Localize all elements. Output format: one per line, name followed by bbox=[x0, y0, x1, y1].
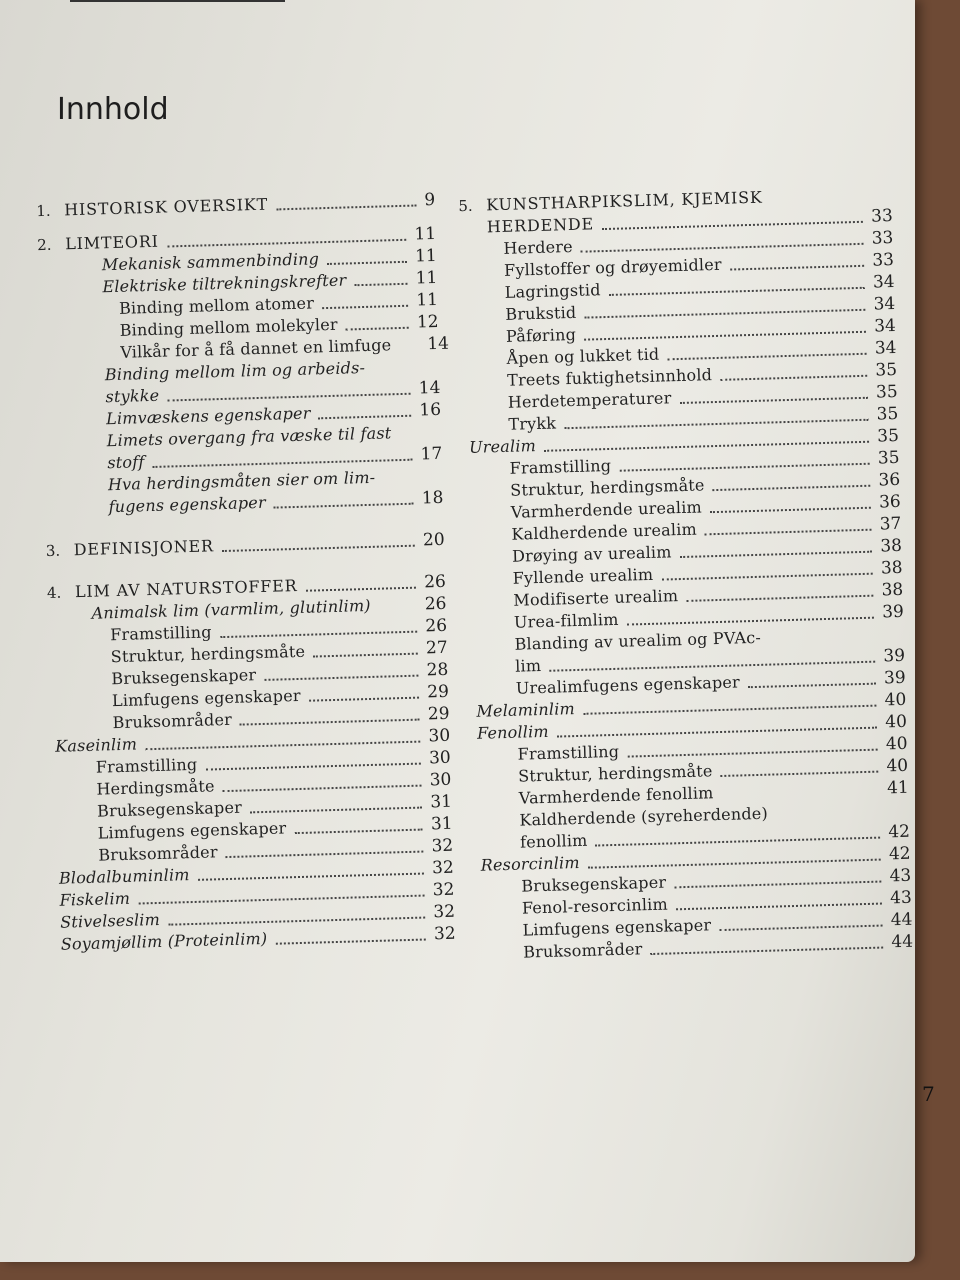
dot-leader bbox=[769, 640, 896, 644]
toc-entry-title: stoff bbox=[107, 452, 145, 473]
toc-page-number: 37 bbox=[879, 513, 902, 535]
toc-page-number: 27 bbox=[425, 637, 448, 659]
toc-entry-title: Limfugens egenskaper bbox=[111, 685, 301, 711]
header-rule bbox=[70, 0, 285, 2]
toc-entry-title: Framstilling bbox=[95, 754, 198, 777]
toc-entry-title: LIMTEORI bbox=[64, 231, 160, 254]
toc-page-number: 31 bbox=[430, 813, 453, 835]
toc-page-number: 34 bbox=[873, 315, 897, 337]
dot-leader bbox=[309, 697, 420, 702]
toc-page-number: 39 bbox=[883, 645, 906, 667]
dot-leader bbox=[226, 851, 424, 859]
toc-page-number: 38 bbox=[881, 579, 904, 601]
toc-entry-title: stykke bbox=[105, 385, 160, 407]
toc-entry-title: Limfugens egenskaper bbox=[97, 818, 287, 843]
toc-entry-title: Herdingsmåte bbox=[96, 776, 215, 799]
toc-entry-title: Kaseinlim bbox=[54, 734, 138, 756]
dot-leader bbox=[327, 261, 407, 265]
toc-page-number: 38 bbox=[880, 535, 903, 557]
dot-leader bbox=[220, 631, 418, 639]
dot-leader bbox=[686, 595, 873, 602]
toc-page-number: 28 bbox=[426, 659, 449, 681]
toc-page-number: 9 bbox=[424, 189, 436, 211]
toc-page-number: 32 bbox=[433, 901, 456, 923]
toc-page-number: 40 bbox=[885, 733, 908, 755]
chapter-number: 5. bbox=[458, 196, 473, 216]
toc-entry-title: Blodalbuminlim bbox=[58, 865, 190, 888]
toc-page-number: 42 bbox=[888, 843, 911, 865]
dot-leader bbox=[667, 353, 867, 361]
toc-page-number: 33 bbox=[870, 205, 894, 227]
toc-page-number: 26 bbox=[425, 615, 448, 637]
toc-page-number: 35 bbox=[876, 403, 899, 425]
toc-entry-title: Varmherdende fenollim bbox=[518, 783, 714, 808]
dot-leader bbox=[240, 719, 420, 726]
toc-entry-title: Binding mellom lim og arbeids- bbox=[104, 357, 366, 385]
toc-page-number: 30 bbox=[429, 769, 452, 791]
toc-page-number: 16 bbox=[419, 399, 442, 421]
toc-page-number: 38 bbox=[880, 557, 903, 579]
toc-left-column bbox=[36, 189, 456, 956]
toc-page-number: 40 bbox=[884, 711, 908, 733]
dot-leader bbox=[776, 816, 901, 820]
toc-entry-title: fenollim bbox=[519, 830, 588, 852]
toc-page-number: 39 bbox=[883, 667, 906, 689]
dot-leader bbox=[319, 415, 412, 420]
toc-entry-title: Bruksområder bbox=[112, 709, 233, 733]
toc-entry-title: Trykk bbox=[508, 413, 557, 434]
page-number: 7 bbox=[922, 1082, 935, 1106]
toc-entry-title: Resorcinlim bbox=[480, 852, 580, 875]
toc-page-number: 31 bbox=[430, 791, 453, 813]
toc-entry-title: Bruksegenskaper bbox=[521, 872, 667, 896]
dot-leader bbox=[346, 327, 409, 331]
toc-page-number: 34 bbox=[873, 293, 896, 315]
toc-entry-title: Drøying av urealim bbox=[511, 542, 672, 566]
dot-leader bbox=[748, 683, 876, 689]
toc-entry-title: Hva herdingsmåten sier om lim- bbox=[107, 467, 376, 495]
dot-leader bbox=[710, 507, 871, 514]
toc-entry-title: Binding mellom atomer bbox=[118, 293, 315, 318]
toc-entry-title: Animalsk lim (varmlim, glutinlim) bbox=[91, 595, 371, 623]
toc-page-number: 39 bbox=[881, 601, 905, 623]
dot-leader bbox=[722, 795, 880, 799]
toc-entry-title: Fyllstoffer og drøyemidler bbox=[503, 254, 722, 280]
toc-entry-title: Limvæskens egenskaper bbox=[105, 403, 311, 429]
chapter-number: 4. bbox=[46, 583, 62, 602]
toc-entry-title: Urea-filmlim bbox=[513, 609, 619, 632]
toc-entry-title: Urealimfugens egenskaper bbox=[515, 672, 741, 698]
toc-page-number: 32 bbox=[431, 835, 454, 857]
toc-entry-title: Struktur, herdingsmåte bbox=[517, 761, 713, 786]
dot-leader bbox=[680, 397, 869, 404]
toc-entry-title: Limets overgang fra væske til fast bbox=[106, 423, 392, 451]
toc-page-number: 14 bbox=[418, 377, 441, 399]
toc-entry-title: HERDENDE bbox=[486, 214, 595, 237]
toc-page-number: 36 bbox=[878, 469, 901, 491]
toc-entry-title: Fenol-resorcinlim bbox=[521, 894, 669, 918]
toc-page-number: 26 bbox=[423, 571, 447, 593]
toc-entry-title: Framstilling bbox=[517, 741, 620, 764]
toc-entry-title: Bruksegenskaper bbox=[111, 665, 257, 689]
toc-page-number: 32 bbox=[433, 923, 456, 945]
toc-entry-title: Vilkår for å få dannet en limfuge bbox=[120, 335, 392, 362]
toc-page-number: 12 bbox=[416, 311, 439, 333]
toc-page-number: 17 bbox=[420, 443, 443, 465]
toc-page-number: 36 bbox=[878, 491, 902, 513]
toc-entry-title: Binding mellom molekyler bbox=[119, 314, 338, 340]
toc-page-number: 35 bbox=[877, 447, 900, 469]
toc-entry-title: Blanding av urealim og PVAc- bbox=[514, 627, 762, 654]
toc-entry-title: Kaldherdende (syreherdende) bbox=[519, 803, 769, 830]
dot-leader bbox=[399, 350, 419, 351]
toc-entry-title: Varmherdende urealim bbox=[510, 497, 703, 522]
toc-entry-title: Elektriske tiltrekningskrefter bbox=[102, 270, 347, 297]
dot-leader bbox=[720, 375, 867, 381]
toc-entry-title: Treets fuktighetsinnhold bbox=[506, 365, 713, 390]
toc-page-number: 29 bbox=[427, 703, 450, 725]
dot-leader bbox=[379, 611, 417, 612]
toc-entry-title: fugens egenskaper bbox=[108, 492, 267, 517]
toc-page-number: 32 bbox=[431, 857, 455, 879]
toc-page-number: 18 bbox=[421, 487, 444, 509]
toc-right-column bbox=[458, 183, 914, 965]
toc-page-number: 34 bbox=[872, 271, 895, 293]
dot-leader bbox=[354, 283, 407, 286]
toc-entry-title: Bruksområder bbox=[522, 939, 643, 962]
toc-entry-title: Stivelseslim bbox=[59, 909, 161, 932]
toc-entry-title: Framstilling bbox=[509, 455, 612, 478]
dot-leader bbox=[373, 372, 432, 374]
toc-page-number: 43 bbox=[889, 887, 913, 909]
toc-page-number: 35 bbox=[876, 425, 900, 447]
toc-page-number: 34 bbox=[874, 337, 897, 359]
toc-entry-title: Soyamjøllim (Proteinlim) bbox=[60, 928, 268, 954]
toc-page-number: 20 bbox=[422, 529, 445, 551]
toc-page-number: 11 bbox=[416, 289, 439, 311]
toc-entry-title: Urealim bbox=[468, 436, 537, 457]
dot-leader bbox=[771, 200, 885, 203]
toc-page-number: 33 bbox=[871, 227, 894, 249]
dot-leader bbox=[322, 305, 408, 309]
dot-leader bbox=[274, 503, 414, 509]
dot-leader bbox=[680, 551, 873, 558]
toc-entry-title: Struktur, herdingsmåte bbox=[110, 641, 306, 667]
dot-leader bbox=[400, 438, 434, 439]
toc-entry-title: Fiskelim bbox=[59, 888, 131, 910]
dot-leader bbox=[250, 807, 422, 814]
toc-entry-title: lim bbox=[514, 655, 542, 676]
toc-page-number: 42 bbox=[888, 821, 911, 843]
toc-entry-title: Herdetemperaturer bbox=[507, 388, 672, 412]
toc-page-number: 44 bbox=[890, 909, 913, 931]
dot-leader bbox=[383, 482, 435, 483]
toc-entry-title: Mekanisk sammenbinding bbox=[101, 249, 320, 275]
toc-entry-title: Struktur, herdingsmåte bbox=[509, 475, 705, 500]
dot-leader bbox=[730, 265, 865, 271]
dot-leader bbox=[223, 785, 422, 793]
toc-page-number: 33 bbox=[872, 249, 895, 271]
toc-page-number: 11 bbox=[414, 223, 437, 245]
dot-leader bbox=[721, 771, 879, 777]
dot-leader bbox=[661, 573, 873, 581]
toc-page-number: 11 bbox=[414, 245, 437, 267]
toc-page-number: 40 bbox=[884, 689, 907, 711]
dot-leader bbox=[713, 485, 871, 491]
toc-entry-title: LIM AV NATURSTOFFER bbox=[74, 575, 298, 602]
toc-page-number: 32 bbox=[432, 879, 455, 901]
dot-leader bbox=[276, 204, 416, 210]
toc-entry-title: Framstilling bbox=[109, 622, 212, 645]
toc-entry-title: DEFINISJONER bbox=[73, 536, 215, 560]
toc-page-number: 40 bbox=[886, 755, 909, 777]
toc-entry-title: Åpen og lukket tid bbox=[506, 344, 660, 368]
toc-page-number: 35 bbox=[875, 381, 898, 403]
toc-page-number: 35 bbox=[875, 359, 898, 381]
toc-entry-title: Påføring bbox=[505, 324, 577, 346]
toc-page-number: 11 bbox=[415, 267, 438, 289]
toc-entry-title: KUNSTHARPIKSLIM, KJEMISK bbox=[486, 187, 763, 215]
dot-leader bbox=[222, 545, 415, 552]
toc-entry-title: Kaldherdende urealim bbox=[511, 519, 698, 544]
page-title: Innhold bbox=[57, 92, 169, 127]
dot-leader bbox=[313, 653, 418, 658]
dot-leader bbox=[674, 881, 881, 889]
toc-entry-title: Herdere bbox=[503, 236, 574, 258]
toc-page-number: 14 bbox=[427, 333, 450, 355]
toc-page-number: 41 bbox=[886, 777, 910, 799]
dot-leader bbox=[205, 763, 421, 771]
toc-entry-title: Modifiserte urealim bbox=[513, 586, 679, 610]
toc-entry-title: Limfugens egenskaper bbox=[522, 915, 712, 940]
toc-entry-title: Brukstid bbox=[505, 302, 577, 324]
toc-page-number: 30 bbox=[428, 747, 452, 769]
chapter-number: 2. bbox=[37, 235, 52, 255]
toc-entry-title: Bruksområder bbox=[98, 842, 218, 865]
toc-page-number: 29 bbox=[426, 681, 450, 703]
dot-leader bbox=[676, 903, 882, 911]
dot-leader bbox=[264, 675, 418, 681]
toc-entry-title: Lagringstid bbox=[504, 280, 601, 302]
toc-page-number: 30 bbox=[428, 725, 451, 747]
toc-page-number: 26 bbox=[424, 593, 447, 615]
dot-leader bbox=[651, 947, 884, 956]
toc-entry-title: Bruksegenskaper bbox=[96, 797, 243, 821]
dot-leader bbox=[306, 587, 417, 592]
toc-entry-title: HISTORISK OVERSIKT bbox=[64, 194, 269, 220]
chapter-number: 1. bbox=[36, 201, 51, 221]
toc-entry-title: Melaminlim bbox=[476, 699, 576, 721]
chapter-number: 3. bbox=[45, 541, 61, 560]
dot-leader bbox=[294, 829, 423, 835]
toc-page-number: 44 bbox=[891, 931, 914, 953]
toc-entry-title: Fyllende urealim bbox=[512, 564, 654, 588]
dot-leader bbox=[275, 939, 426, 945]
dot-leader bbox=[705, 529, 872, 536]
toc-page-number: 43 bbox=[889, 865, 912, 887]
toc-entry-title: Fenollim bbox=[476, 721, 550, 743]
dot-leader bbox=[719, 925, 883, 932]
